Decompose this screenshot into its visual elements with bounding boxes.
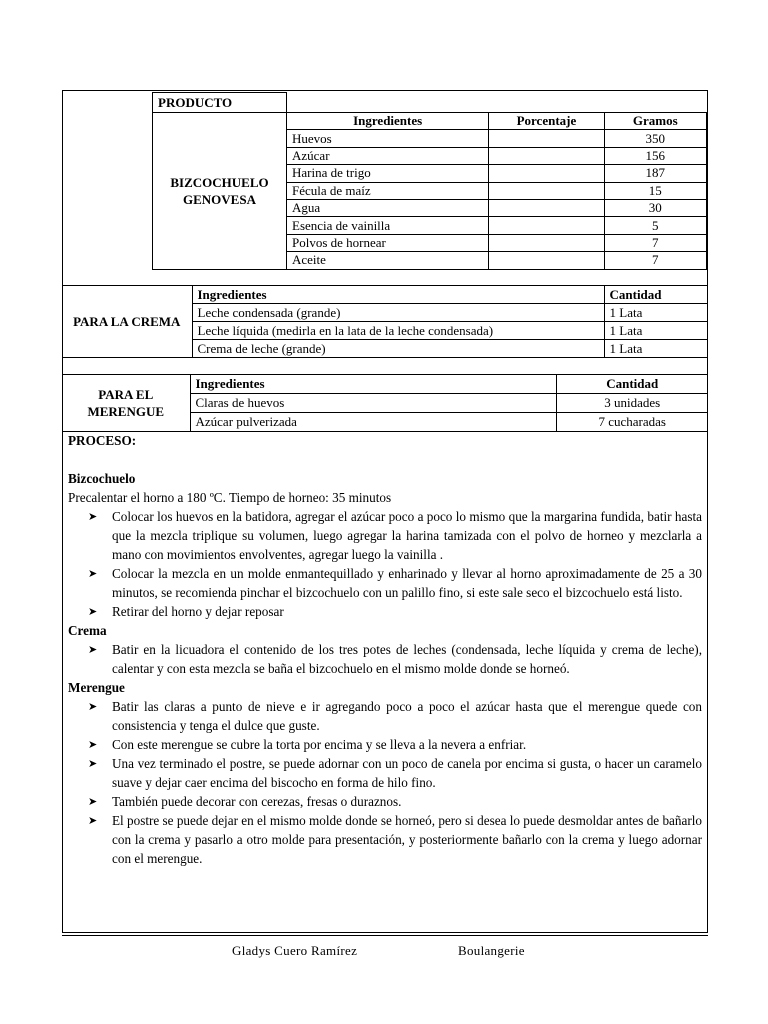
- footer-author: Gladys Cuero Ramírez: [232, 943, 358, 958]
- producto-value-cell: [287, 93, 707, 113]
- proceso-section: [68, 431, 702, 868]
- arrowhead-bullet-icon: ➤: [88, 795, 98, 808]
- percent-cell: [489, 217, 604, 234]
- arrowhead-bullet-icon: ➤: [88, 738, 98, 751]
- product-table: [152, 92, 707, 270]
- crema-heading: Crema: [68, 623, 107, 638]
- ingredient-cell: Crema de leche (grande): [192, 340, 604, 358]
- ingredient-cell: Polvos de hornear: [287, 234, 489, 251]
- percent-cell: [489, 182, 604, 199]
- grams-cell: 7: [604, 252, 706, 269]
- header-cantidad: Cantidad: [556, 375, 708, 394]
- bizcochuelo-steps: [68, 507, 702, 621]
- arrowhead-bullet-icon: ➤: [88, 643, 98, 656]
- header-porcentaje: Porcentaje: [489, 113, 604, 130]
- merengue-heading: Merengue: [68, 680, 125, 695]
- step-text: Retirar del horno y dejar reposar: [112, 604, 284, 619]
- percent-cell: [489, 130, 604, 147]
- list-item: [68, 507, 702, 564]
- percent-cell: [489, 252, 604, 269]
- quantity-cell: 1 Lata: [604, 304, 708, 322]
- arrowhead-bullet-icon: ➤: [88, 700, 98, 713]
- quantity-cell: 7 cucharadas: [556, 413, 708, 432]
- ingredient-cell: Huevos: [287, 130, 489, 147]
- ingredient-cell: Harina de trigo: [287, 165, 489, 182]
- ingredient-cell: Azúcar pulverizada: [190, 413, 556, 432]
- header-ingredientes: Ingredientes: [190, 375, 556, 394]
- step-text: Batir en la licuadora el contenido de los tres potes de leches (condensada, leche líquida y crema de leche), calentar y con esta mezcla se baña el bizcochuelo en el mismo molde donde se horneó.: [112, 642, 702, 676]
- bizcochuelo-intro: Precalentar el horno a 180 ºC. Tiempo de horneo: 35 minutos: [68, 490, 392, 505]
- ingredient-cell: Leche líquida (medirla en la lata de la leche condensada): [192, 322, 604, 340]
- list-item: [68, 602, 702, 621]
- list-item: [68, 564, 702, 602]
- list-item: [68, 754, 702, 792]
- step-text: El postre se puede dejar en el mismo molde donde se horneó, pero si desea lo puede desmoldar antes de bañarlo con la crema y pasarlo a otro molde para presentación, y posteriormente bañarlo con la crema y luego adornar con el merengue.: [112, 813, 702, 866]
- header-ingredientes: Ingredientes: [287, 113, 489, 130]
- arrowhead-bullet-icon: ➤: [88, 567, 98, 580]
- list-item: [68, 792, 702, 811]
- bizcochuelo-heading: Bizcochuelo: [68, 471, 136, 486]
- merengue-steps: [68, 697, 702, 868]
- step-text: Una vez terminado el postre, se puede adornar con un poco de canela por encima si gusta, o hacer un caramelo suave y dejar caer encima del biscocho en forma de hilo fino.: [112, 756, 702, 790]
- grams-cell: 7: [604, 234, 706, 251]
- quantity-cell: 1 Lata: [604, 322, 708, 340]
- grams-cell: 156: [604, 147, 706, 164]
- ingredient-cell: Leche condensada (grande): [192, 304, 604, 322]
- footer-school: Boulangerie: [458, 943, 525, 958]
- merengue-label: PARA EL MERENGUE: [62, 375, 190, 432]
- ingredient-cell: Aceite: [287, 252, 489, 269]
- crema-steps: [68, 640, 702, 678]
- list-item: [68, 735, 702, 754]
- grams-cell: 5: [604, 217, 706, 234]
- ingredient-cell: Esencia de vainilla: [287, 217, 489, 234]
- percent-cell: [489, 234, 604, 251]
- ingredient-cell: Fécula de maíz: [287, 182, 489, 199]
- percent-cell: [489, 147, 604, 164]
- grams-cell: 30: [604, 199, 706, 216]
- grams-cell: 350: [604, 130, 706, 147]
- grams-cell: 15: [604, 182, 706, 199]
- producto-label: PRODUCTO: [153, 93, 287, 113]
- step-text: Colocar la mezcla en un molde enmantequillado y enharinado y llevar al horno aproximadamente de 25 a 30 minutos, se recomienda pinchar el bizcochuelo con un palillo fino, si este sale seco el bizcochuelo está listo.: [112, 566, 702, 600]
- proceso-title: PROCESO:: [68, 433, 137, 448]
- arrowhead-bullet-icon: ➤: [88, 814, 98, 827]
- ingredient-cell: Claras de huevos: [190, 394, 556, 413]
- quantity-cell: 3 unidades: [556, 394, 708, 413]
- step-text: Con este merengue se cubre la torta por encima y se lleva a la nevera a enfriar.: [112, 737, 527, 752]
- list-item: [68, 640, 702, 678]
- grams-cell: 187: [604, 165, 706, 182]
- header-ingredientes: Ingredientes: [192, 286, 604, 304]
- list-item: [68, 811, 702, 868]
- step-text: Colocar los huevos en la batidora, agregar el azúcar poco a poco lo mismo que la margarina fundida, batir hasta que la mezcla triplique su volumen, luego agregar la harina tamizada con el polvo de horneo y mezclarla a mano con movimientos envolventes, agregar luego la vainilla .: [112, 509, 702, 562]
- ingredient-cell: Azúcar: [287, 147, 489, 164]
- merengue-table: [62, 374, 708, 432]
- crema-label: PARA LA CREMA: [62, 286, 192, 358]
- footer-rule: [62, 935, 708, 936]
- crema-table: [62, 285, 708, 358]
- arrowhead-bullet-icon: ➤: [88, 605, 98, 618]
- ingredient-cell: Agua: [287, 199, 489, 216]
- product-name: BIZCOCHUELO GENOVESA: [153, 113, 287, 270]
- list-item: [68, 697, 702, 735]
- percent-cell: [489, 165, 604, 182]
- quantity-cell: 1 Lata: [604, 340, 708, 358]
- step-text: También puede decorar con cerezas, fresas o duraznos.: [112, 794, 402, 809]
- header-cantidad: Cantidad: [604, 286, 708, 304]
- arrowhead-bullet-icon: ➤: [88, 510, 98, 523]
- header-gramos: Gramos: [604, 113, 706, 130]
- arrowhead-bullet-icon: ➤: [88, 757, 98, 770]
- step-text: Batir las claras a punto de nieve e ir agregando poco a poco el azúcar hasta que el merengue quede con consistencia y tenga el dulce que guste.: [112, 699, 702, 733]
- percent-cell: [489, 199, 604, 216]
